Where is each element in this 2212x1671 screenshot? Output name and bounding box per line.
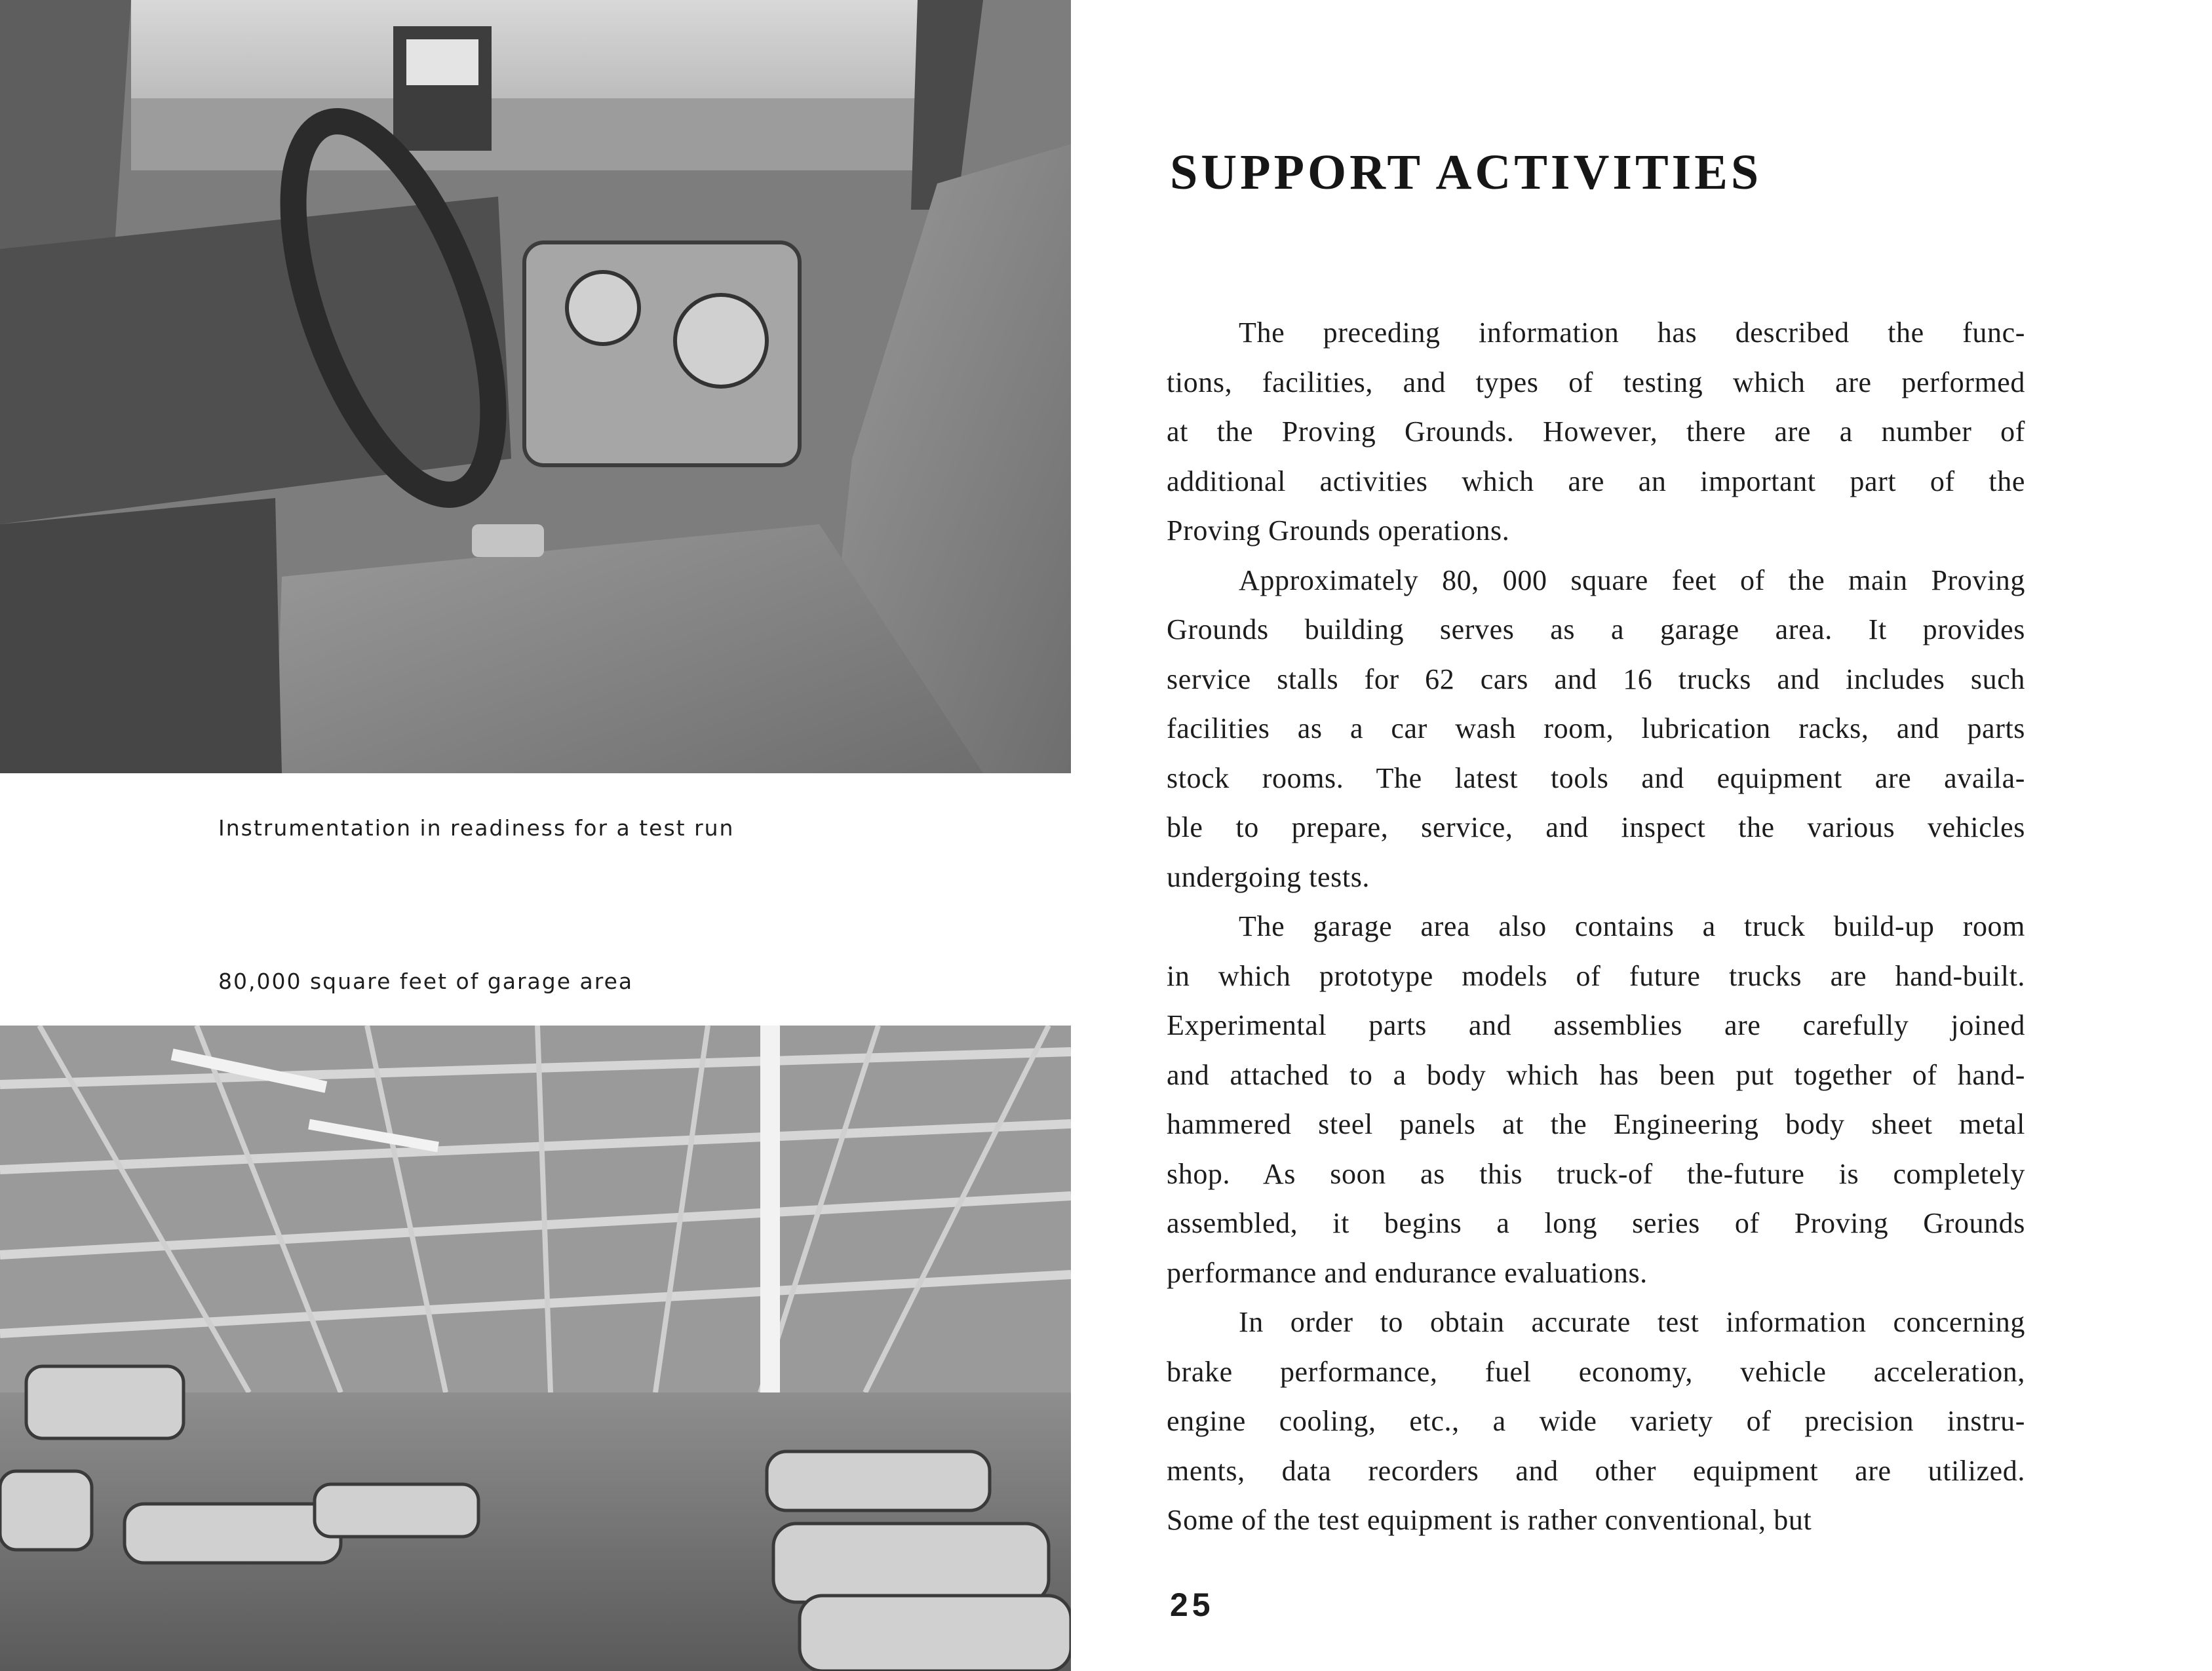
left-page xyxy=(0,0,1075,1671)
text-line: brake performance, fuel economy, vehicle acceleration, xyxy=(1167,1355,2025,1388)
garage-illustration xyxy=(0,1026,1071,1671)
text-line: Grounds building serves as a garage area. It provides xyxy=(1167,613,2025,645)
text-line: hammered steel panels at the Engineering body sheet metal xyxy=(1167,1108,2025,1140)
text-line: and attached to a body which has been put together of hand- xyxy=(1167,1058,2025,1091)
text-line: tions, facilities, and types of testing which are performed xyxy=(1167,366,2025,398)
paragraph xyxy=(1167,556,2025,902)
text-line: service stalls for 62 cars and 16 trucks and includes such xyxy=(1167,663,2025,695)
text-line: Proving Grounds operations. xyxy=(1167,514,1510,547)
text-line: in which prototype models of future trucks are hand-built. xyxy=(1167,959,2025,992)
text-line: ments, data recorders and other equipment are utilized. xyxy=(1167,1454,2025,1487)
instrumentation-photo xyxy=(0,0,1071,773)
garage-photo xyxy=(0,1026,1071,1671)
text-line: additional activities which are an important part of the xyxy=(1167,465,2025,497)
text-line: stock rooms. The latest tools and equipment are availa- xyxy=(1167,761,2025,794)
right-page xyxy=(1154,0,2202,1671)
text-line: Some of the test equipment is rather conventional, but xyxy=(1167,1504,1812,1536)
text-line: at the Proving Grounds. However, there are a number of xyxy=(1167,415,2025,448)
text-line: The garage area also contains a truck build-up room xyxy=(1239,910,2025,942)
text-line: ble to prepare, service, and inspect the various vehicles xyxy=(1167,811,2025,843)
body-text xyxy=(1167,308,2025,1545)
text-line: undergoing tests. xyxy=(1167,860,1370,893)
garage-caption: 80,000 square feet of garage area xyxy=(218,969,634,994)
car-interior-illustration xyxy=(0,0,1071,773)
text-line: performance and endurance evaluations. xyxy=(1167,1256,1648,1289)
text-line: shop. As soon as this truck-of the-future is completely xyxy=(1167,1157,2025,1190)
page-number: 25 xyxy=(1170,1586,1214,1623)
paragraph xyxy=(1167,1297,2025,1545)
text-line: engine cooling, etc., a wide variety of precision instru- xyxy=(1167,1405,2025,1437)
paragraph xyxy=(1167,902,2025,1297)
text-line: The preceding information has described the func- xyxy=(1239,317,2025,349)
instrumentation-caption: Instrumentation in readiness for a test run xyxy=(218,815,735,841)
paragraph xyxy=(1167,308,2025,556)
text-line: In order to obtain accurate test information concerning xyxy=(1239,1306,2025,1338)
text-line: facilities as a car wash room, lubrication racks, and parts xyxy=(1167,712,2025,744)
text-line: Approximately 80, 000 square feet of the main Proving xyxy=(1239,564,2025,596)
text-line: assembled, it begins a long series of Proving Grounds xyxy=(1167,1207,2025,1239)
section-heading: SUPPORT ACTIVITIES xyxy=(1170,145,1762,200)
text-line: Experimental parts and assemblies are carefully joined xyxy=(1167,1009,2025,1041)
